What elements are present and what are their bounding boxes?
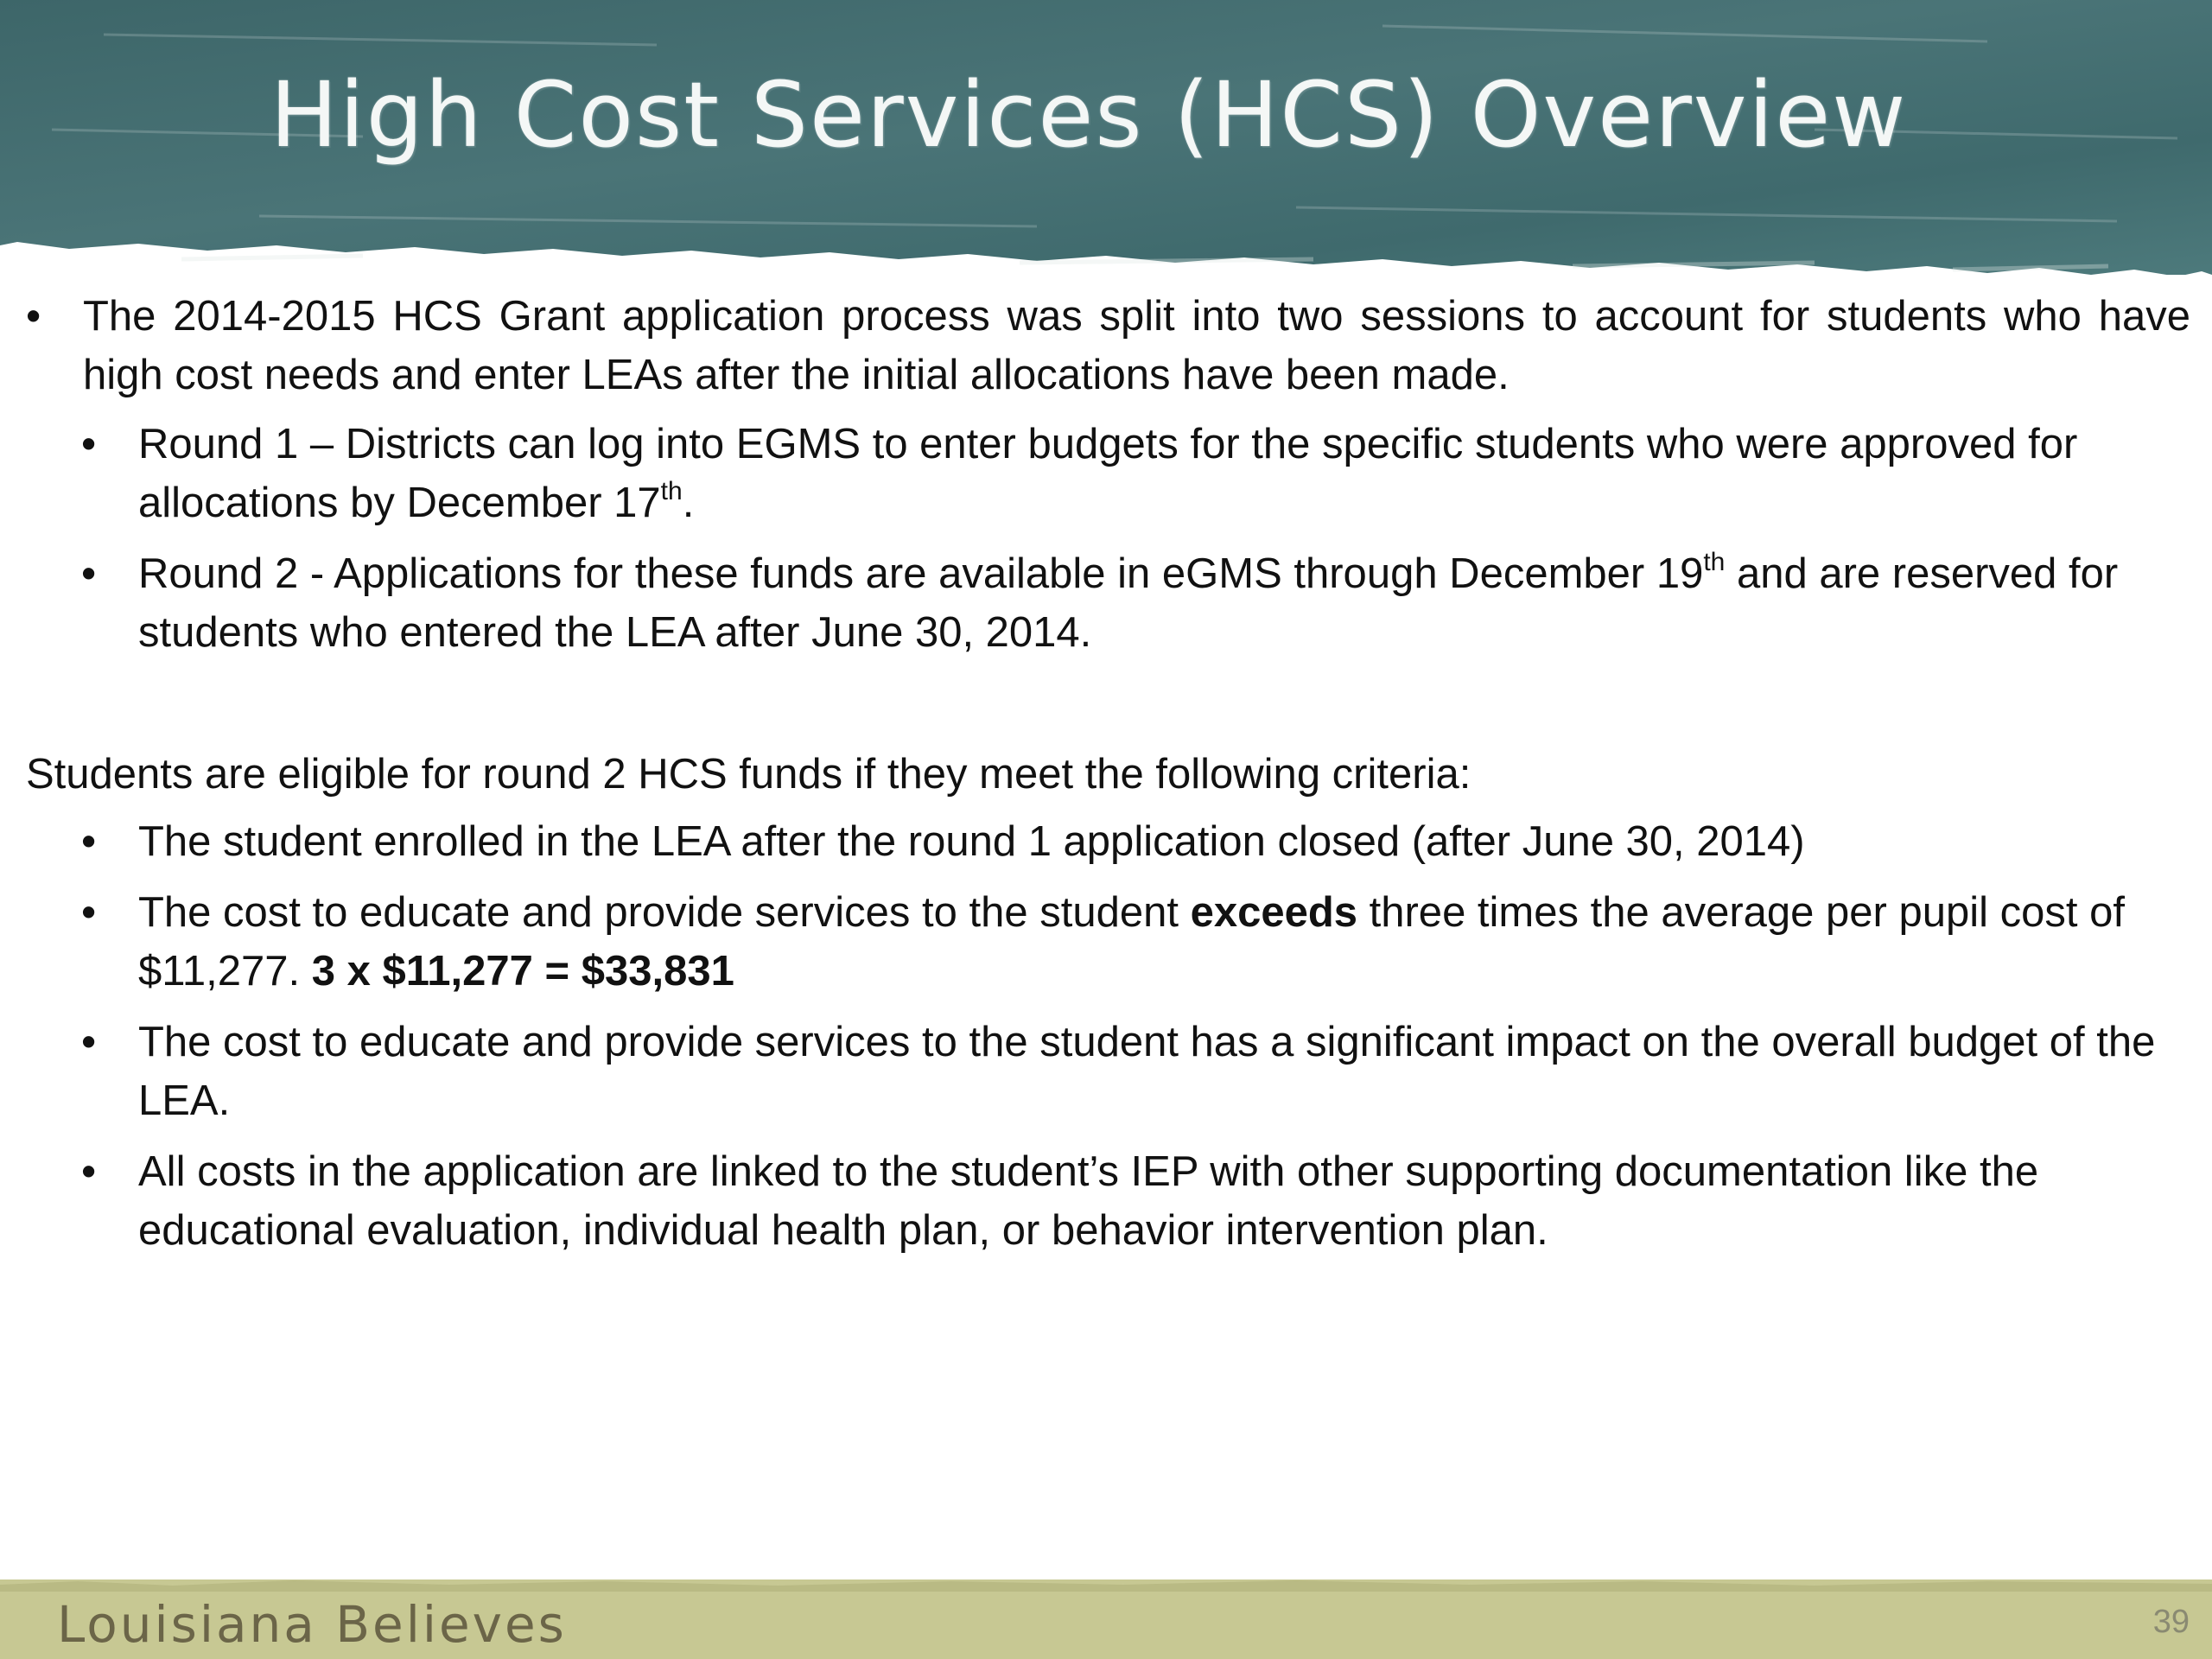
round-2-ordinal: th — [1703, 548, 1726, 576]
criteria-heading: Students are eligible for round 2 HCS funds if they meet the following criteria: — [26, 751, 1471, 798]
round-2-text: Round 2 - Applications for these funds are available in eGMS through December 19 — [138, 550, 1704, 597]
cost-formula: 3 x $11,277 = $33,831 — [311, 948, 734, 995]
slide-title-text: High Cost Services (HCS) Overview — [270, 62, 1908, 168]
footer-brand-logo: Louisiana Believes — [57, 1595, 567, 1654]
round-1-ordinal: th — [660, 477, 683, 505]
intro-bullet — [26, 287, 2190, 404]
bullet-icon: • — [81, 421, 97, 467]
bullet-icon: • — [26, 293, 41, 340]
round-1-bullet — [26, 415, 2190, 532]
chalkboard-header — [0, 0, 2212, 275]
bullet-icon: • — [81, 1019, 97, 1065]
criteria-item-text: The student enrolled in the LEA after the round 1 application closed (after June 30, 2014) — [138, 818, 1805, 865]
criteria-item-text: three times the average per pupil cost of $11,277. — [138, 889, 2125, 995]
emphasis-exceeds: exceeds — [1190, 889, 1358, 936]
criteria-item-text: All costs in the application are linked to the student’s IEP with other supporting documentation like the educational evaluation, individual health plan, or behavior intervention plan. — [138, 1148, 2039, 1254]
slide-title — [0, 62, 2212, 168]
bullet-icon: • — [81, 1148, 97, 1195]
footer-band — [0, 1580, 2212, 1659]
bullet-icon: • — [81, 889, 97, 936]
criteria-item-iep-linked — [26, 1142, 2190, 1260]
slide-body — [26, 287, 2190, 1272]
round-2-bullet — [26, 544, 2190, 662]
criteria-item-text: The cost to educate and provide services to the student has a significant impact on the overall budget of the LEA. — [138, 1019, 2156, 1124]
criteria-item-budget-impact — [26, 1013, 2190, 1130]
criteria-item-enrolled — [26, 812, 2190, 871]
criteria-item-cost-exceeds — [26, 883, 2190, 1001]
page-number: 39 — [2152, 1604, 2190, 1640]
round-1-text: Round 1 – Districts can log into EGMS to enter budgets for the specific students who were approved for allocations by December 17 — [138, 421, 2078, 526]
section-spacer — [26, 674, 2190, 745]
bullet-icon: • — [81, 818, 97, 865]
criteria-item-text: The cost to educate and provide services to the student — [138, 889, 1191, 936]
bullet-icon: • — [81, 550, 97, 597]
round-2-end: and are reserved for students who entered the LEA after June 30, 2014. — [138, 550, 2119, 656]
footer-torn-edge — [0, 1580, 2212, 1592]
intro-text: The 2014-2015 HCS Grant application process was split into two sessions to account for students who have high cost needs and enter LEAs after the initial allocations have been made. — [83, 293, 2190, 398]
round-1-end: . — [682, 480, 695, 526]
